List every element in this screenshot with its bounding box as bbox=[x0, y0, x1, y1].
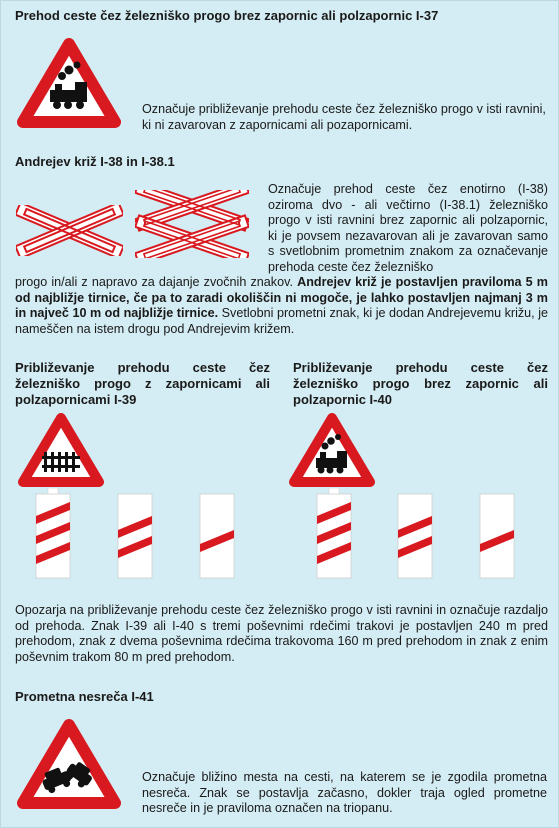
section-title-i39: Približevanje prehodu ceste čez železniško progo z zapornicami ali polzapornicami I-39 bbox=[15, 360, 270, 407]
sign-i38-andrew-cross bbox=[16, 205, 123, 256]
sign-i41-accident bbox=[17, 719, 121, 811]
marker-three-stripes-i39 bbox=[36, 494, 70, 578]
i37-description: Označuje približevanje prehodu ceste čez železniško progo v isti ravnini, ki ni zavarovan z zapornicami ali pozapornicami. bbox=[142, 102, 546, 132]
section-title-i37: Prehod ceste čez železniško progo brez zapornic ali polzapornic I-37 bbox=[15, 8, 439, 23]
marker-one-stripe-i39 bbox=[200, 494, 234, 578]
marker-one-stripe-i40 bbox=[480, 494, 514, 578]
marker-two-stripes-i40 bbox=[398, 494, 432, 578]
section-title-i40: Približevanje prehodu ceste čez železniško progo brez zapornic ali polzapornic I-40 bbox=[293, 360, 548, 407]
i38-text-bold: Andrejev križ je postavljen praviloma 5 m od najbližje tirnice, če pa to zaradi okoliščin ni mogoče, je lahko postavljen najmanj 3 m in največ 10 m od najbližje tirnice. bbox=[15, 275, 549, 320]
countdown-warning-text: Opozarja na približevanje prehodu ceste čez železniško progo v isti ravnini in označuje razdaljo od prehoda. Znak I-39 ali I-40 s tremi poševnimi rdečimi trakovi je postavljen 240 m pred prehodom, znak z dvema poševnima rdečima trakovoma 160 m pred prehodom in znak z enim poševnim trakom 80 m pred prehodom. bbox=[15, 603, 548, 664]
i38-description-bottom bbox=[15, 275, 548, 337]
sign-i39-guarded-crossing bbox=[17, 412, 105, 490]
countdown-markers bbox=[0, 488, 559, 588]
marker-two-stripes-i39 bbox=[118, 494, 152, 578]
i38-text-part1: progo in/ali z napravo za dajanje zvočnih znakov. bbox=[15, 275, 293, 289]
sign-i40-unguarded-crossing bbox=[288, 412, 376, 490]
marker-three-stripes-i40 bbox=[317, 494, 351, 578]
sign-i38-1-double-andrew-cross bbox=[135, 190, 249, 258]
i41-description: Označuje bližino mesta na cesti, na katerem se je zgodila prometna nesreča. Znak se postavlja začasno, dokler traja ogled prometne nesreče in je praviloma označen na triopanu. bbox=[142, 770, 547, 815]
section-title-i41: Prometna nesreča I-41 bbox=[15, 689, 154, 704]
i38-description-top: Označuje prehod ceste čez enotirno (I-38) oziroma dvo - ali večtirno (I-38.1) železniško progo v isti ravnini brez zapornic ali polzapornic, ki je povsem nezavarovan ali je zavarovan samo s svetlobnim prometnim znakom za označevanje prehoda ceste čez železniško bbox=[268, 182, 548, 274]
i38-text-part2: Svetlobni prometni znak, ki je dodan Andrejevemu križu, je nameščen na istem drogu pod Andrejevim križem. bbox=[15, 306, 549, 336]
sign-i37-unguarded-crossing bbox=[17, 38, 121, 130]
section-title-i38: Andrejev križ I-38 in I-38.1 bbox=[15, 154, 175, 169]
